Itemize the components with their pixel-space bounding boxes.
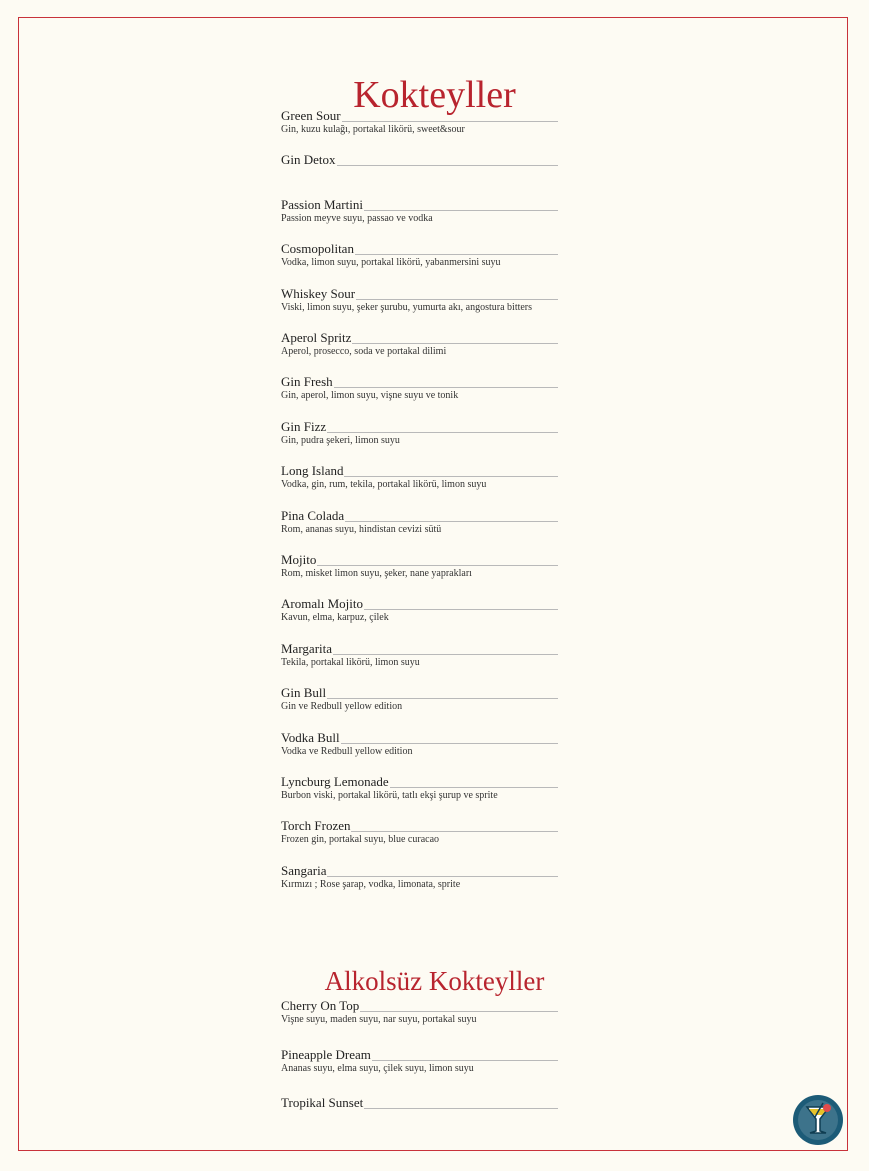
menu-item xyxy=(281,1048,558,1075)
menu-item-row xyxy=(281,509,558,523)
menu-item xyxy=(281,597,558,624)
menu-item-description: Vodka, gin, rum, tekila, portakal likörü, limon suyu xyxy=(281,479,487,491)
menu-item-name: Mojito xyxy=(281,552,317,567)
menu-item-row xyxy=(281,1096,558,1110)
menu-item-name: Pina Colada xyxy=(281,507,345,523)
menu-item-row xyxy=(281,553,558,567)
menu-item-description: Rom, ananas suyu, hindistan cevizi sütü xyxy=(281,523,442,535)
menu-item-name: Pineapple Dream xyxy=(281,1046,371,1062)
menu-item-name: Gin Bull xyxy=(281,685,327,701)
menu-item xyxy=(281,198,558,225)
leader-line xyxy=(364,609,558,610)
menu-item-name: Vodka Bull xyxy=(281,729,340,745)
menu-item-name: Margarita xyxy=(281,640,333,656)
menu-item-row xyxy=(281,287,558,301)
menu-item-name: Gin Detox xyxy=(281,152,336,168)
leader-line xyxy=(345,521,558,522)
leader-line xyxy=(344,476,558,477)
menu-item-name: Gin Fresh xyxy=(281,374,333,390)
menu-item xyxy=(281,464,558,491)
leader-line xyxy=(334,387,558,388)
leader-line xyxy=(317,565,558,566)
section-title-nonalcoholic: Alkolsüz Kokteyller xyxy=(324,966,545,997)
menu-item-row xyxy=(281,642,558,656)
menu-item-row xyxy=(281,597,558,611)
leader-line xyxy=(337,165,558,166)
menu-item-description: Passion meyve suyu, passao ve vodka xyxy=(281,212,433,224)
menu-item-row xyxy=(281,819,558,833)
cocktail-logo-icon xyxy=(793,1095,843,1145)
menu-item xyxy=(281,686,558,713)
menu-item-row xyxy=(281,420,558,434)
menu-item xyxy=(281,287,558,314)
menu-item-description: Gin, kuzu kulağı, portakal likörü, sweet&sour xyxy=(281,124,465,135)
menu-item xyxy=(281,999,558,1026)
menu-item-description: Gin, aperol, limon suyu, vişne suyu ve tonik xyxy=(281,390,459,402)
leader-line xyxy=(333,654,558,655)
menu-item-description: Gin ve Redbull yellow edition xyxy=(281,701,403,713)
menu-item-description: Vişne suyu, maden suyu, nar suyu, portakal suyu xyxy=(281,1014,477,1025)
menu-item-description: Kavun, elma, karpuz, çilek xyxy=(281,612,389,624)
menu-item-name: Lyncburg Lemonade xyxy=(281,774,389,789)
leader-line xyxy=(372,1060,558,1061)
menu-item xyxy=(281,420,558,447)
menu-item-row xyxy=(281,731,558,745)
menu-item-row xyxy=(281,775,558,789)
leader-line xyxy=(352,343,558,344)
menu-item xyxy=(281,553,558,580)
menu-item-description: Aperol, prosecco, soda ve portakal dilimi xyxy=(281,346,447,357)
menu-item-description: Vodka, limon suyu, portakal likörü, yabanmersini suyu xyxy=(281,257,501,269)
menu-item xyxy=(281,864,558,891)
leader-line xyxy=(356,299,558,300)
menu-item xyxy=(281,153,558,168)
menu-item-row xyxy=(281,198,558,212)
menu-item xyxy=(281,1096,558,1111)
leader-line xyxy=(390,787,558,788)
leader-line xyxy=(364,1108,558,1109)
leader-line xyxy=(341,743,558,744)
menu-item xyxy=(281,331,558,358)
leader-line xyxy=(342,121,558,122)
menu-item-name: Long Island xyxy=(281,463,344,479)
menu-item-description: Frozen gin, portakal suyu, blue curacao xyxy=(281,834,440,846)
menu-item-row xyxy=(281,864,558,878)
section-title-cocktails: Kokteyller xyxy=(353,74,516,117)
menu-item xyxy=(281,642,558,669)
menu-item-description: Gin, pudra şekeri, limon suyu xyxy=(281,434,400,446)
leader-line xyxy=(355,254,558,255)
menu-item-row xyxy=(281,331,558,345)
menu-item xyxy=(281,775,558,802)
menu-item-name: Aromalı Mojito xyxy=(281,596,363,612)
menu-item xyxy=(281,509,558,536)
leader-line xyxy=(364,210,558,211)
leader-line xyxy=(360,1011,558,1012)
menu-item-name: Whiskey Sour xyxy=(281,285,356,301)
menu-item-row xyxy=(281,153,558,167)
menu-item-row xyxy=(281,242,558,256)
leader-line xyxy=(327,698,558,699)
menu-item-description: Kırmızı ; Rose şarap, vodka, limonata, sprite xyxy=(281,878,461,890)
menu-item xyxy=(281,242,558,269)
menu-item-row xyxy=(281,686,558,700)
menu-item-description: Ananas suyu, elma suyu, çilek suyu, limon suyu xyxy=(281,1062,474,1074)
leader-line xyxy=(327,432,558,433)
menu-item-name: Gin Fizz xyxy=(281,418,327,434)
menu-item xyxy=(281,375,558,402)
leader-line xyxy=(351,831,558,832)
menu-item-name: Green Sour xyxy=(281,108,341,123)
menu-item-row xyxy=(281,999,558,1013)
menu-item-name: Cosmopolitan xyxy=(281,241,354,257)
menu-item-description: Burbon viski, portakal likörü, tatlı ekşi şurup ve sprite xyxy=(281,790,498,801)
menu-item-row xyxy=(281,464,558,478)
menu-item xyxy=(281,731,558,758)
menu-item-row xyxy=(281,109,558,123)
menu-item-name: Tropikal Sunset xyxy=(281,1095,364,1110)
menu-item-row xyxy=(281,1048,558,1062)
menu-item-name: Cherry On Top xyxy=(281,998,360,1013)
menu-item-name: Aperol Spritz xyxy=(281,330,352,345)
menu-item-name: Torch Frozen xyxy=(281,818,351,834)
menu-item xyxy=(281,819,558,846)
menu-item xyxy=(281,109,558,136)
menu-item-description: Rom, misket limon suyu, şeker, nane yaprakları xyxy=(281,568,472,579)
menu-item-row xyxy=(281,375,558,389)
leader-line xyxy=(327,876,558,877)
menu-item-description: Tekila, portakal likörü, limon suyu xyxy=(281,656,420,668)
menu-item-description: Vodka ve Redbull yellow edition xyxy=(281,745,413,757)
menu-item-name: Passion Martini xyxy=(281,196,363,212)
menu-item-name: Sangaria xyxy=(281,862,327,878)
menu-item-description: Viski, limon suyu, şeker şurubu, yumurta akı, angostura bitters xyxy=(281,301,533,313)
